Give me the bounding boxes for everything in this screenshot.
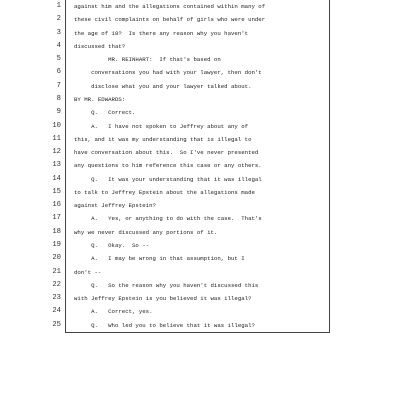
line-number: 7 <box>56 81 61 90</box>
line-text: A. I have not spoken to Jeffrey about any of <box>74 122 249 130</box>
transcript-line <box>0 40 330 53</box>
transcript-line <box>0 292 330 305</box>
line-text: with Jeffrey Epstein is you believed it was illegal? <box>74 295 252 303</box>
line-text: discussed that? <box>74 42 126 50</box>
line-number: 22 <box>52 280 61 289</box>
transcript-line <box>0 159 330 172</box>
line-number: 18 <box>52 227 61 236</box>
line-text: disclose what you and your lawyer talked about. <box>74 82 252 90</box>
line-text: why we never discussed any portions of it. <box>74 228 218 236</box>
line-text: MR. REINHART: If that's based on <box>74 56 221 64</box>
transcript-line <box>0 80 330 93</box>
line-text: Q. Okay. So -- <box>74 242 150 250</box>
transcript-line <box>0 133 330 146</box>
transcript-line <box>0 93 330 106</box>
transcript-line <box>0 226 330 239</box>
line-text: don't -- <box>74 268 102 276</box>
transcript-line <box>0 0 330 13</box>
line-text: Q. Who led you to believe that it was illegal? <box>74 321 255 329</box>
line-number: 11 <box>52 134 61 143</box>
line-number: 8 <box>56 94 61 103</box>
line-number: 24 <box>52 307 61 316</box>
line-number: 20 <box>52 254 61 263</box>
transcript-line <box>0 66 330 79</box>
line-text: the age of 18? Is there any reason why you haven't <box>74 29 249 37</box>
line-text: A. Correct, yes. <box>74 308 153 316</box>
transcript-line <box>0 13 330 26</box>
line-number: 14 <box>52 174 61 183</box>
line-number: 1 <box>56 2 61 10</box>
line-text: A. I may be wrong in that assumption, but I <box>74 255 245 263</box>
transcript-line <box>0 252 330 265</box>
line-number: 19 <box>52 241 61 250</box>
line-number: 6 <box>56 68 61 77</box>
transcript-line <box>0 146 330 159</box>
line-text: to talk to Jeffrey Epstein about the allegations made <box>74 188 255 196</box>
line-number: 13 <box>52 161 61 170</box>
line-text: Q. So the reason why you haven't discussed this <box>74 281 259 289</box>
line-number: 25 <box>52 320 61 329</box>
bottom-rule <box>65 332 330 333</box>
line-text: Q. Correct. <box>74 109 136 117</box>
line-text: against him and the allegations contained within many of <box>74 3 266 10</box>
line-text: conversations you had with your lawyer, then don't <box>74 69 262 77</box>
transcript-line <box>0 120 330 133</box>
line-number: 17 <box>52 214 61 223</box>
line-number: 2 <box>56 15 61 24</box>
line-number: 9 <box>56 108 61 117</box>
line-text: against Jeffrey Epstein? <box>74 202 156 210</box>
line-text: this, and it was my understanding that is illegal to <box>74 135 252 143</box>
transcript-line <box>0 106 330 119</box>
transcript-line <box>0 27 330 40</box>
transcript-line <box>0 173 330 186</box>
transcript-line <box>0 212 330 225</box>
line-number: 3 <box>56 28 61 37</box>
transcript-line <box>0 319 330 332</box>
transcript-line <box>0 186 330 199</box>
line-text: Q. It was your understanding that it was illegal <box>74 175 262 183</box>
line-number: 16 <box>52 201 61 210</box>
line-number: 10 <box>52 121 61 130</box>
line-number: 21 <box>52 267 61 276</box>
line-text: any questions to him reference this case or any others. <box>74 162 262 170</box>
line-text: A. Yes, or anything to do with the case. That's <box>74 215 262 223</box>
transcript-line <box>0 53 330 66</box>
line-number: 5 <box>56 55 61 64</box>
transcript-line <box>0 266 330 279</box>
transcript-line <box>0 305 330 318</box>
transcript-line <box>0 279 330 292</box>
line-text: have conversation about this. So I've never presented <box>74 149 259 157</box>
line-number: 15 <box>52 187 61 196</box>
line-number: 12 <box>52 148 61 157</box>
transcript-line <box>0 239 330 252</box>
line-number: 4 <box>56 41 61 50</box>
line-text: BY MR. EDWARDS: <box>74 95 126 103</box>
transcript-line <box>0 199 330 212</box>
line-number: 23 <box>52 294 61 303</box>
line-text: these civil complaints on behalf of girls who were under <box>74 16 266 24</box>
